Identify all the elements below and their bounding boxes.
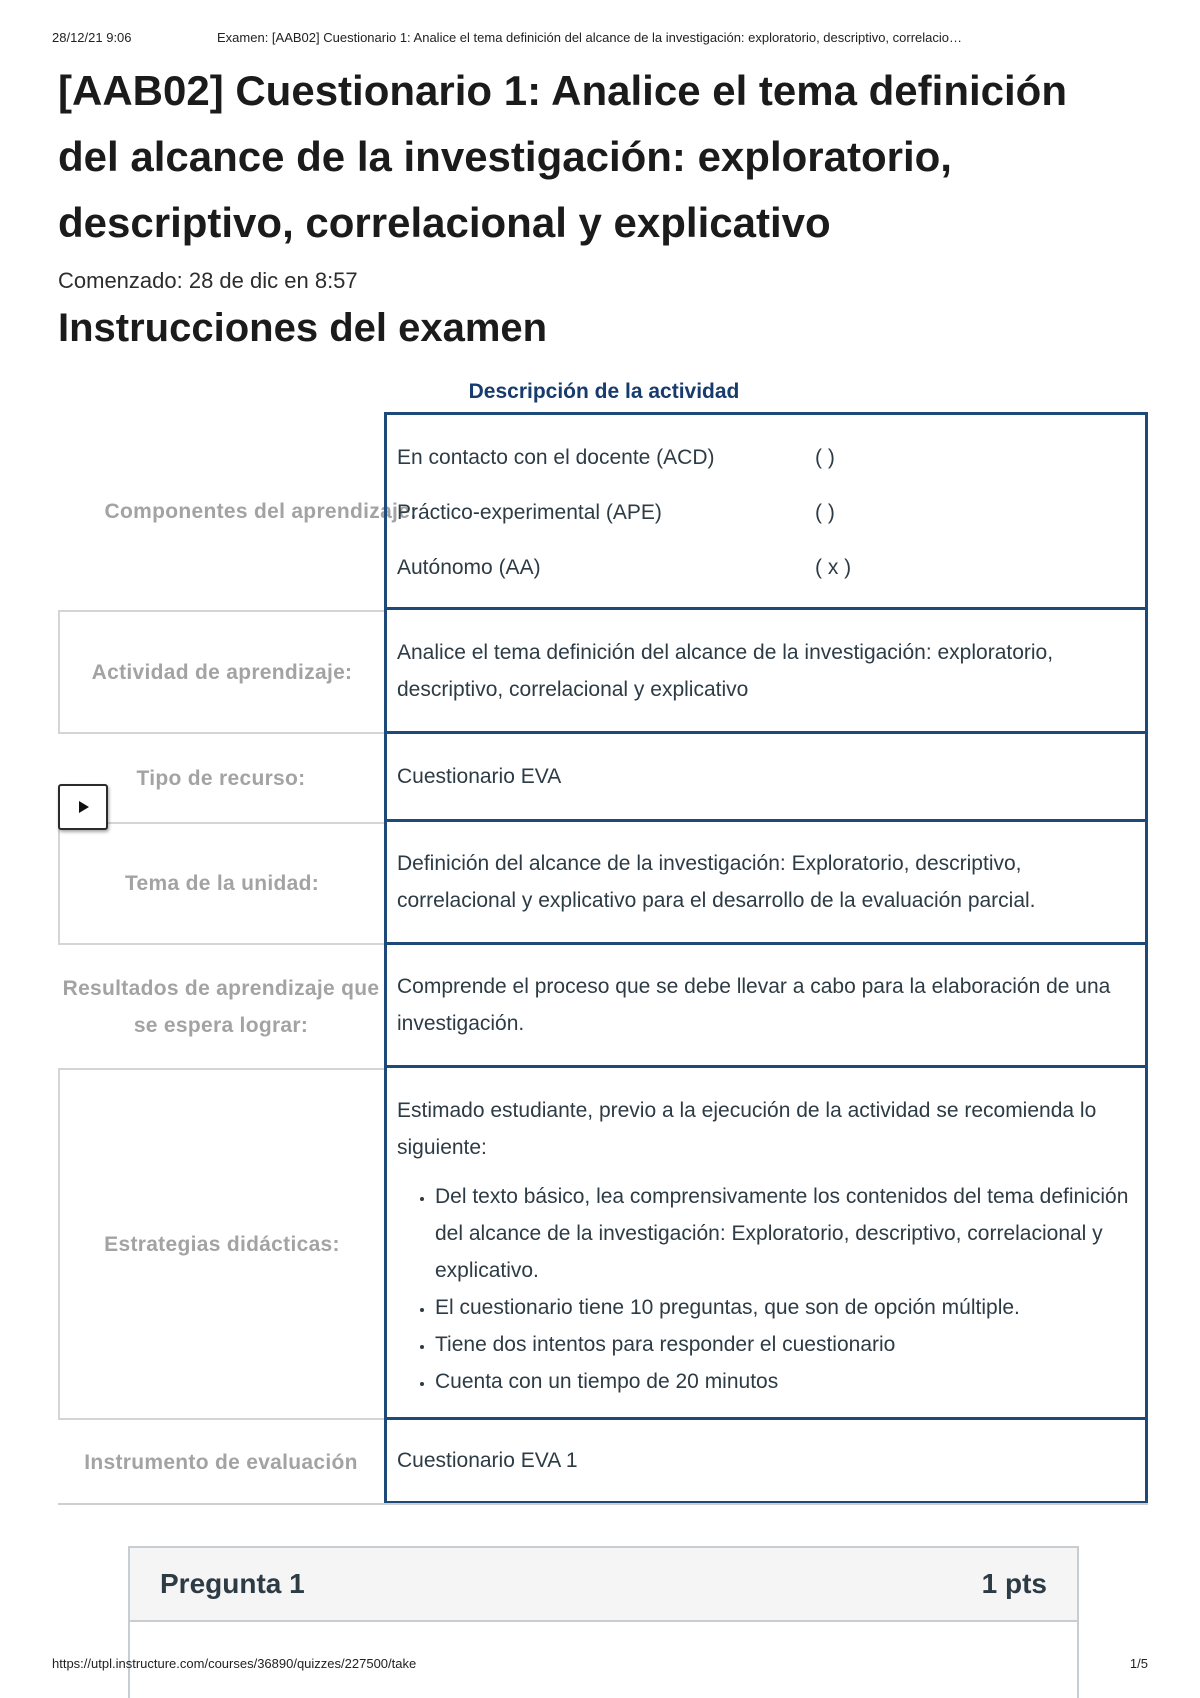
component-name: Práctico-experimental (APE) — [397, 501, 662, 524]
row-value — [384, 412, 1148, 610]
activity-table-caption: Descripción de la actividad — [468, 380, 740, 403]
started-timestamp: Comenzado: 28 de dic en 8:57 — [58, 268, 358, 293]
strategies-list — [397, 1178, 1135, 1400]
table-row-resource-type — [58, 734, 1148, 822]
table-row-unit-topic — [58, 822, 1148, 945]
table-row-strategies — [58, 1068, 1148, 1420]
row-value: Cuestionario EVA — [384, 734, 1148, 822]
table-row-expected-results — [58, 945, 1148, 1068]
instructions-heading: Instrucciones del examen — [58, 306, 548, 350]
component-item — [397, 485, 1135, 540]
component-item — [397, 540, 1135, 595]
print-date: 28/12/21 9:06 — [52, 30, 132, 45]
row-value — [384, 1068, 1148, 1420]
row-value: Analice el tema definición del alcance de la investigación: exploratorio, descriptivo, correlacional y explicativo — [384, 610, 1148, 734]
row-label: Tipo de recurso: — [136, 766, 306, 790]
print-page-number: 1/5 — [1129, 1656, 1148, 1671]
component-name: Autónomo (AA) — [397, 556, 541, 579]
row-label: Tema de la unidad: — [58, 822, 384, 945]
page-title: [AAB02] Cuestionario 1: Analice el tema definición del alcance de la investigación: exploratorio, descriptivo, correlacional y explicativo — [58, 67, 1067, 246]
row-value: Cuestionario EVA 1 — [384, 1420, 1148, 1504]
list-item: • Cuenta con un tiempo de 20 minutos — [435, 1363, 1135, 1400]
strategies-intro: Estimado estudiante, previo a la ejecución de la actividad se recomienda lo siguiente: — [397, 1099, 1097, 1159]
list-item: • Tiene dos intentos para responder el cuestionario — [435, 1326, 1135, 1363]
row-label: Estrategias didácticas: — [58, 1068, 384, 1420]
table-row-components — [58, 412, 1148, 610]
list-item: • El cuestionario tiene 10 preguntas, que son de opción múltiple. — [435, 1289, 1135, 1326]
question-title: Pregunta 1 — [160, 1568, 305, 1599]
component-mark: ( ) — [815, 446, 835, 469]
print-header — [52, 30, 1148, 50]
table-row-learning-activity — [58, 610, 1148, 734]
component-name: En contacto con el docente (ACD) — [397, 446, 715, 469]
print-url: https://utpl.instructure.com/courses/36890/quizzes/227500/take — [52, 1656, 417, 1671]
row-value: Comprende el proceso que se debe llevar a cabo para la elaboración de una investigación. — [384, 945, 1148, 1068]
component-mark: ( x ) — [815, 556, 852, 579]
row-label: Actividad de aprendizaje: — [58, 610, 384, 734]
row-label: Instrumento de evaluación — [84, 1450, 358, 1474]
question-points: 1 pts — [981, 1568, 1047, 1599]
divider — [58, 1503, 1148, 1505]
print-footer — [52, 1656, 1148, 1676]
component-mark: ( ) — [815, 501, 835, 524]
list-item: • Del texto básico, lea comprensivamente los contenidos del tema definición del alcance de la investigación: Exploratorio, descriptivo, correlacional y explicativo. — [435, 1178, 1135, 1289]
question-header — [130, 1548, 1077, 1622]
print-doc-title: Examen: [AAB02] Cuestionario 1: Analice el tema definición del alcance de la investigación: exploratorio, descriptivo, correlacio… — [217, 30, 963, 45]
play-icon — [75, 799, 91, 815]
component-item — [397, 430, 1135, 485]
play-button[interactable] — [58, 784, 108, 830]
row-value: Definición del alcance de la investigación: Exploratorio, descriptivo, correlacional y explicativo para el desarrollo de la evaluación parcial. — [384, 822, 1148, 945]
table-row-evaluation-instrument — [58, 1420, 1148, 1504]
row-label: Resultados de aprendizaje que se espera lograr: — [62, 976, 380, 1037]
row-label: Componentes del aprendizaje: — [104, 499, 418, 523]
